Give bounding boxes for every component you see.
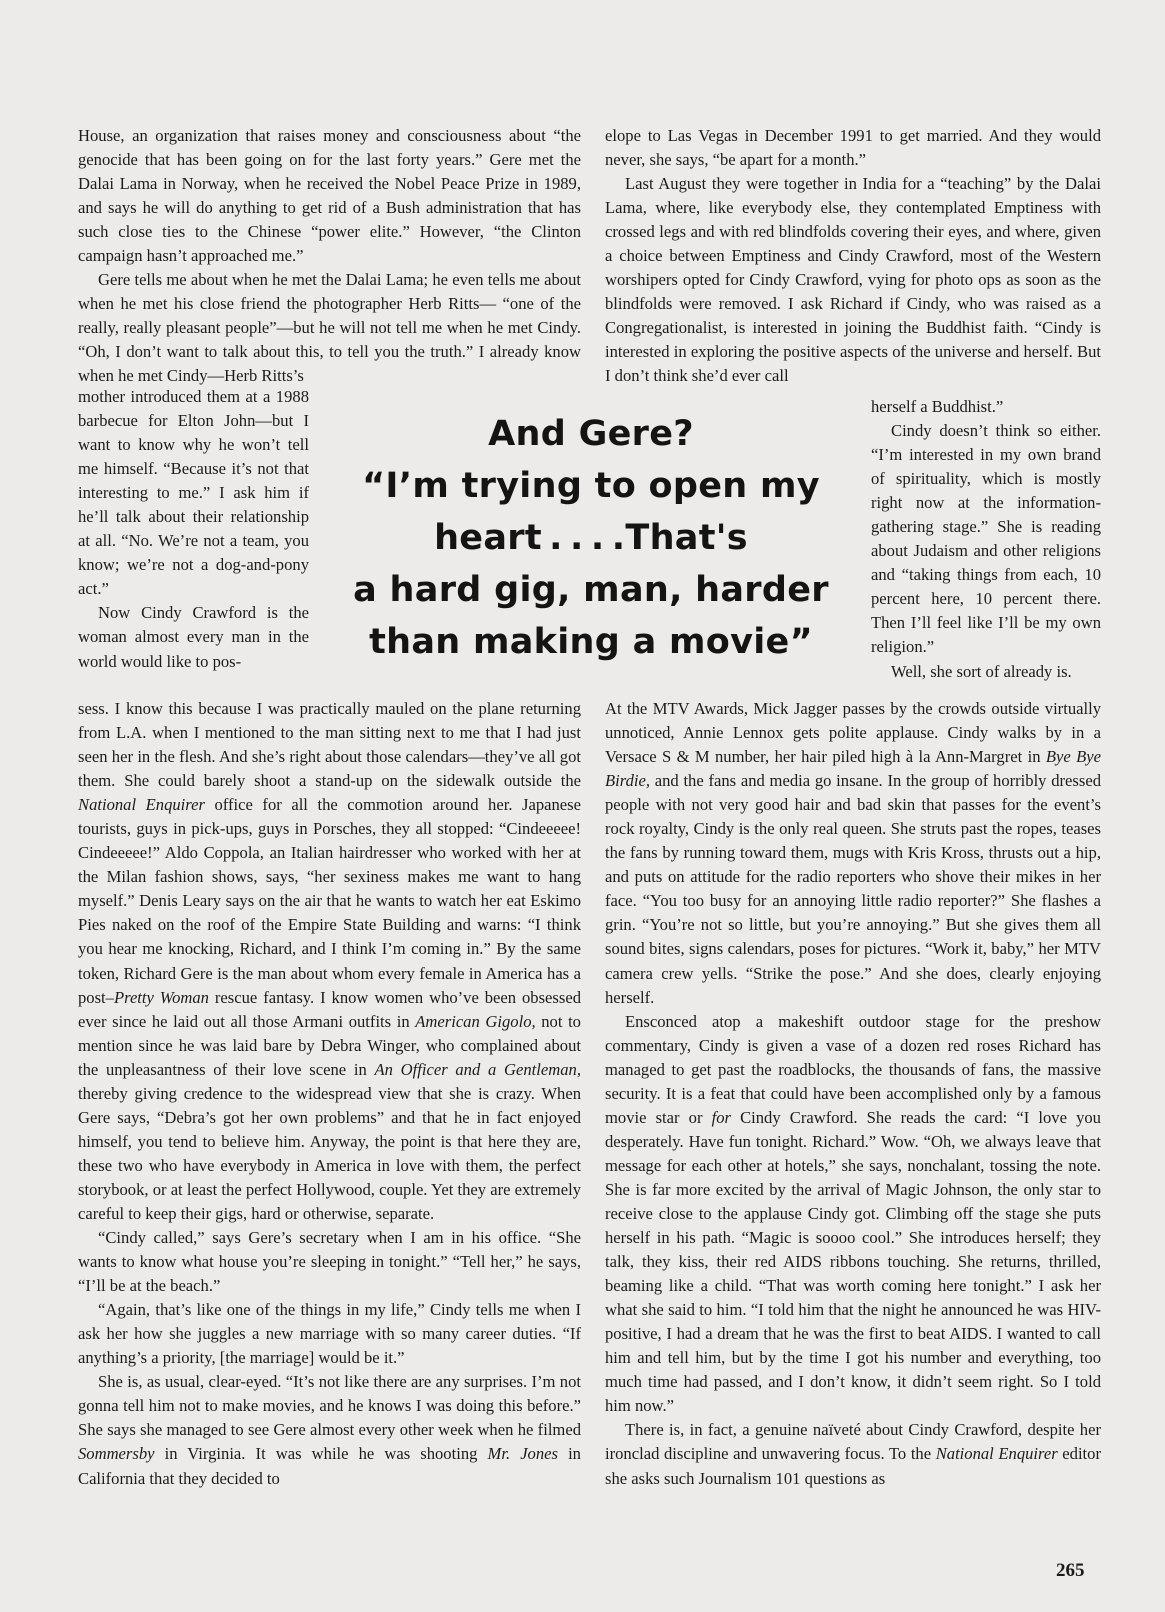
paragraph: elope to Las Vegas in December 1991 to get married. And they would never, she says, “be apart for a month.” — [605, 126, 1101, 170]
paragraph: “Again, that’s like one of the things in my life,” Cindy tells me when I ask her how she juggles a new marriage with so many career duties. “If anything’s a priority, [the marriage] would be it.” — [78, 1300, 581, 1368]
paragraph: Cindy doesn’t think so either. “I’m interested in my own brand of spirituality, which is mostly right now at the information-gathering stage.” She is reading about Judaism and other religions and “taking things from each, 10 percent here, 10 percent there. Then I’ll feel like I’ll be my own religion.” — [871, 421, 1101, 657]
pull-quote-line: heart . . . .That's — [434, 518, 748, 558]
paragraph: Ensconced atop a makeshift outdoor stage for the preshow commentary, Cindy is given a vase of a dozen red roses Richard has managed to get past the roadblocks, the thousands of fans, the massive security. It is a feat that could have been accomplished only by a famous movie star or for Cindy Crawford. She reads the card: “I love you desperately. Have fun tonight. Richard.” Wow. “Oh, we always leave that message for each other at hotels,” she says, nonchalant, tossing the note. She is far more excited by the arrival of Magic Johnson, the only star to receive close to the applause Cindy got. Climbing off the stage she puts herself in his path. “Magic is soooo cool.” She introduces herself; they talk, they kiss, their red AIDS ribbons touching. She returns, thrilled, beaming like a child. “That was worth coming here tonight.” I ask her what she said to him. “I told him that the night he announced he was HIV-positive, I had a dream that he was the first to beat AIDS. I wanted to call him and tell him, but by the time I got his number and everything, too much time had passed, and I don’t know, it didn’t seem right. So I told him now.” — [605, 1011, 1101, 1416]
pull-quote-line: And Gere? — [488, 414, 694, 454]
paragraph: Now Cindy Crawford is the woman almost every man in the world would like to pos- — [78, 603, 309, 671]
left-column-wrap-text — [78, 385, 309, 674]
pull-quote-line: “I’m trying to open my — [362, 466, 820, 506]
paragraph: There is, in fact, a genuine naïveté about Cindy Crawford, despite her ironclad discipline and unwavering focus. To the National Enquirer editor she asks such Journalism 101 questions as — [605, 1420, 1101, 1488]
pull-quote-line: a hard gig, man, harder — [353, 570, 829, 610]
right-column-top-text — [605, 124, 1101, 389]
paragraph: mother introduced them at a 1988 barbecue for Elton John—but I want to know why he won’t tell me himself. “Because it’s not that interesting to me.” I ask him if he’ll talk about their relationship at all. “No. We’re not a team, you know; we’re not a dog-and-pony act.” — [78, 387, 309, 599]
paragraph: House, an organization that raises money and consciousness about “the genocide that has been going on for the last forty years.” Gere met the Dalai Lama in Norway, when he received the Nobel Peace Prize in 1989, and says he will do anything to get rid of a Bush administration that has such close ties to the Chinese “power elite.” However, “the Clinton campaign hasn’t approached me.” — [78, 126, 581, 266]
paragraph: Well, she sort of already is. — [891, 661, 1072, 681]
left-column-top-text — [78, 124, 581, 389]
pull-quote — [336, 408, 846, 668]
page-number: 265 — [1056, 1560, 1085, 1581]
paragraph: Gere tells me about when he met the Dalai Lama; he even tells me about when he met his close friend the photographer Herb Ritts— “one of the really, really pleasant people”—but he will not tell me when he met Cindy. “Oh, I don’t want to talk about this, to tell you the truth.” I already know when he met Cindy—Herb Ritts’s — [78, 270, 581, 386]
right-column-wrap-text — [871, 395, 1101, 684]
paragraph: sess. I know this because I was practically mauled on the plane returning from L.A. when I mentioned to the man sitting next to me that I had just seen her in the flesh. And she’s right about those calendars—they’ve all got them. She could barely shoot a stand-up on the sidewalk outside the National Enquirer office for all the commotion around her. Japanese tourists, guys in pick-ups, guys in Porsches, they all stopped: “Cindeeeee! Cindeeeee!” Aldo Coppola, an Italian hairdresser who worked with her at the Milan fashion shows, says, “her sexiness makes me want to hang myself.” Denis Leary says on the air that he wants to watch her eat Eskimo Pies naked on the roof of the Empire State Building and warns: “I think you hear me knocking, Richard, and I think I’m coming in.” By the same token, Richard Gere is the man about whom every female in America has a post–Pretty Woman rescue fantasy. I know women who’ve been obsessed ever since he laid out all those Armani outfits in American Gigolo, not to mention since he was laid bare by Debra Winger, who complained about the unpleasantness of their love scene in An Officer and a Gentleman, thereby giving credence to the widespread view that she is crazy. When Gere says, “Debra’s got her own problems” and that he in fact enjoyed himself, you tend to believe him. Anyway, the point is that here they are, these two who have everybody in America in love with them, the perfect storybook, or at least the perfect Hollywood, couple. Yet they are extremely careful to keep their gigs, hard or otherwise, separate. — [78, 699, 581, 1223]
paragraph: “Cindy called,” says Gere’s secretary when I am in his office. “She wants to know what house you’re sleeping in tonight.” “Tell her,” he says, “I’ll be at the beach.” — [78, 1228, 581, 1296]
paragraph: She is, as usual, clear-eyed. “It’s not like there are any surprises. I’m not gonna tell him not to make movies, and he knows I was doing this before.” She says she managed to see Gere almost every other week when he filmed Sommersby in Virginia. It was while he was shooting Mr. Jones in California that they decided to — [78, 1372, 581, 1488]
paragraph: Last August they were together in India for a “teaching” by the Dalai Lama, where, like everybody else, they contemplated Emptiness with crossed legs and with red blindfolds covering their eyes, and where, given a choice between Emptiness and Cindy Crawford, most of the Western worshipers opted for Cindy Crawford, vying for photo ops as soon as the blindfolds were removed. I ask Richard if Cindy, who was raised as a Congregationalist, is interested in joining the Buddhist faith. “Cindy is interested in exploring the positive aspects of the universe and herself. But I don’t think she’d ever call — [605, 174, 1101, 386]
paragraph: herself a Buddhist.” — [871, 397, 1004, 416]
paragraph: At the MTV Awards, Mick Jagger passes by the crowds outside virtually unnoticed, Annie Lennox gets polite applause. Cindy walks by in a Versace S & M number, her hair piled high à la Ann-Margret in Bye Bye Birdie, and the fans and media go insane. In the group of horribly dressed people with not very good hair and bad skin that passes for the event’s rock royalty, Cindy is the only real queen. She struts past the ropes, teases the fans by running toward them, mugs with Kris Kross, thrusts out a hip, and puts on attitude for the radio reporters who shove their mikes in her face. “You too busy for an annoying little radio reporter?” She flashes a grin. “You’re not so little, but you’re annoying.” But she gives them all sound bites, signs calendars, poses for pictures. “Work it, baby,” her MTV camera crew yells. “Strike the pose.” And she does, clearly enjoying herself. — [605, 699, 1101, 1007]
right-column-bottom-text — [605, 697, 1101, 1491]
pull-quote-line: than making a movie” — [369, 622, 813, 662]
left-column-bottom-text — [78, 697, 581, 1491]
